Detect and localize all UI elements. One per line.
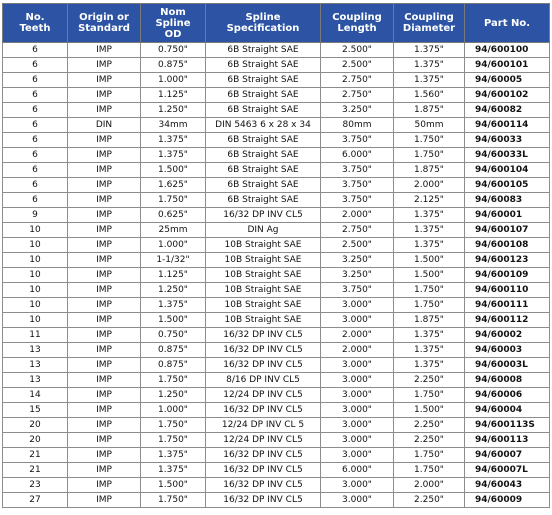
cell-spline-od: 1.125" bbox=[141, 88, 206, 103]
header-coupling-diameter: Coupling Diameter bbox=[394, 4, 465, 43]
cell-coupling-length: 3.750" bbox=[321, 283, 394, 298]
cell-spline-spec: 12/24 DP INV CL5 bbox=[206, 433, 321, 448]
cell-part-no: 94/60083 bbox=[465, 193, 550, 208]
cell-spline-spec: 10B Straight SAE bbox=[206, 268, 321, 283]
table-row bbox=[3, 238, 550, 253]
cell-no-teeth: 13 bbox=[3, 343, 68, 358]
cell-spline-od: 1.750" bbox=[141, 373, 206, 388]
cell-coupling-length: 6.000" bbox=[321, 148, 394, 163]
cell-no-teeth: 6 bbox=[3, 133, 68, 148]
cell-origin: IMP bbox=[68, 448, 141, 463]
cell-spline-od: 1.375" bbox=[141, 463, 206, 478]
cell-origin: IMP bbox=[68, 343, 141, 358]
cell-coupling-diameter: 2.250" bbox=[394, 418, 465, 433]
cell-part-no: 94/60008 bbox=[465, 373, 550, 388]
cell-no-teeth: 21 bbox=[3, 463, 68, 478]
header-no-teeth: No. Teeth bbox=[3, 4, 68, 43]
cell-coupling-length: 2.500" bbox=[321, 43, 394, 58]
cell-origin: IMP bbox=[68, 388, 141, 403]
cell-coupling-length: 3.000" bbox=[321, 448, 394, 463]
table-row bbox=[3, 298, 550, 313]
cell-part-no: 94/60005 bbox=[465, 73, 550, 88]
cell-no-teeth: 20 bbox=[3, 433, 68, 448]
table-row bbox=[3, 193, 550, 208]
table-row bbox=[3, 133, 550, 148]
cell-spline-spec: 16/32 DP INV CL5 bbox=[206, 328, 321, 343]
cell-no-teeth: 6 bbox=[3, 58, 68, 73]
cell-origin: IMP bbox=[68, 223, 141, 238]
cell-origin: DIN bbox=[68, 118, 141, 133]
cell-part-no: 94/60043 bbox=[465, 478, 550, 493]
cell-coupling-length: 2.000" bbox=[321, 328, 394, 343]
cell-no-teeth: 13 bbox=[3, 358, 68, 373]
cell-spline-od: 1.000" bbox=[141, 238, 206, 253]
cell-part-no: 94/600105 bbox=[465, 178, 550, 193]
table-row bbox=[3, 313, 550, 328]
cell-spline-od: 1.375" bbox=[141, 448, 206, 463]
cell-spline-od: 1.500" bbox=[141, 313, 206, 328]
cell-spline-spec: 6B Straight SAE bbox=[206, 178, 321, 193]
cell-spline-spec: 6B Straight SAE bbox=[206, 88, 321, 103]
cell-spline-od: 34mm bbox=[141, 118, 206, 133]
cell-coupling-length: 2.000" bbox=[321, 343, 394, 358]
cell-part-no: 94/600123 bbox=[465, 253, 550, 268]
cell-spline-od: 1.750" bbox=[141, 433, 206, 448]
table-row bbox=[3, 358, 550, 373]
cell-part-no: 94/600100 bbox=[465, 43, 550, 58]
table-header bbox=[3, 4, 550, 43]
header-origin-standard: Origin or Standard bbox=[68, 4, 141, 43]
cell-coupling-diameter: 50mm bbox=[394, 118, 465, 133]
cell-spline-spec: 10B Straight SAE bbox=[206, 298, 321, 313]
cell-spline-od: 25mm bbox=[141, 223, 206, 238]
cell-part-no: 94/60007L bbox=[465, 463, 550, 478]
table-row bbox=[3, 88, 550, 103]
cell-no-teeth: 6 bbox=[3, 88, 68, 103]
cell-coupling-length: 3.000" bbox=[321, 358, 394, 373]
cell-no-teeth: 6 bbox=[3, 118, 68, 133]
cell-coupling-length: 3.750" bbox=[321, 133, 394, 148]
cell-spline-od: 1.000" bbox=[141, 403, 206, 418]
cell-spline-od: 1-1/32" bbox=[141, 253, 206, 268]
table-row bbox=[3, 163, 550, 178]
cell-spline-spec: 6B Straight SAE bbox=[206, 133, 321, 148]
cell-spline-od: 0.625" bbox=[141, 208, 206, 223]
cell-origin: IMP bbox=[68, 103, 141, 118]
cell-spline-od: 1.375" bbox=[141, 133, 206, 148]
cell-coupling-diameter: 1.875" bbox=[394, 103, 465, 118]
cell-origin: IMP bbox=[68, 403, 141, 418]
cell-origin: IMP bbox=[68, 133, 141, 148]
cell-part-no: 94/60004 bbox=[465, 403, 550, 418]
cell-no-teeth: 27 bbox=[3, 493, 68, 508]
cell-part-no: 94/60006 bbox=[465, 388, 550, 403]
cell-no-teeth: 9 bbox=[3, 208, 68, 223]
cell-part-no: 94/600111 bbox=[465, 298, 550, 313]
cell-origin: IMP bbox=[68, 358, 141, 373]
cell-part-no: 94/600113 bbox=[465, 433, 550, 448]
cell-coupling-diameter: 1.875" bbox=[394, 313, 465, 328]
cell-no-teeth: 6 bbox=[3, 103, 68, 118]
cell-spline-spec: 16/32 DP INV CL5 bbox=[206, 208, 321, 223]
cell-origin: IMP bbox=[68, 253, 141, 268]
cell-part-no: 94/600109 bbox=[465, 268, 550, 283]
cell-spline-od: 1.500" bbox=[141, 478, 206, 493]
cell-spline-od: 0.875" bbox=[141, 358, 206, 373]
cell-no-teeth: 10 bbox=[3, 223, 68, 238]
cell-no-teeth: 10 bbox=[3, 283, 68, 298]
cell-no-teeth: 10 bbox=[3, 298, 68, 313]
cell-no-teeth: 23 bbox=[3, 478, 68, 493]
cell-part-no: 94/600107 bbox=[465, 223, 550, 238]
cell-coupling-diameter: 1.375" bbox=[394, 208, 465, 223]
cell-part-no: 94/600102 bbox=[465, 88, 550, 103]
cell-spline-od: 1.375" bbox=[141, 148, 206, 163]
table-row bbox=[3, 493, 550, 508]
cell-no-teeth: 6 bbox=[3, 148, 68, 163]
header-coupling-length: Coupling Length bbox=[321, 4, 394, 43]
cell-spline-od: 1.750" bbox=[141, 193, 206, 208]
table-row bbox=[3, 148, 550, 163]
cell-coupling-diameter: 1.560" bbox=[394, 88, 465, 103]
table-row bbox=[3, 223, 550, 238]
cell-coupling-length: 2.500" bbox=[321, 238, 394, 253]
cell-spline-spec: 6B Straight SAE bbox=[206, 148, 321, 163]
cell-part-no: 94/60082 bbox=[465, 103, 550, 118]
cell-spline-od: 0.875" bbox=[141, 58, 206, 73]
cell-origin: IMP bbox=[68, 148, 141, 163]
cell-no-teeth: 10 bbox=[3, 268, 68, 283]
table-row bbox=[3, 463, 550, 478]
cell-coupling-length: 2.750" bbox=[321, 73, 394, 88]
cell-part-no: 94/600114 bbox=[465, 118, 550, 133]
cell-coupling-diameter: 1.500" bbox=[394, 268, 465, 283]
cell-no-teeth: 10 bbox=[3, 253, 68, 268]
table-row bbox=[3, 58, 550, 73]
cell-origin: IMP bbox=[68, 43, 141, 58]
table-row bbox=[3, 253, 550, 268]
cell-no-teeth: 14 bbox=[3, 388, 68, 403]
cell-coupling-length: 3.000" bbox=[321, 493, 394, 508]
cell-coupling-length: 3.250" bbox=[321, 103, 394, 118]
cell-origin: IMP bbox=[68, 88, 141, 103]
table-row bbox=[3, 433, 550, 448]
table-row bbox=[3, 478, 550, 493]
cell-coupling-diameter: 1.750" bbox=[394, 298, 465, 313]
table-row bbox=[3, 208, 550, 223]
table-body bbox=[3, 43, 550, 508]
cell-part-no: 94/60001 bbox=[465, 208, 550, 223]
cell-spline-spec: 12/24 DP INV CL 5 bbox=[206, 418, 321, 433]
cell-coupling-length: 3.250" bbox=[321, 253, 394, 268]
cell-part-no: 94/60007 bbox=[465, 448, 550, 463]
cell-part-no: 94/60009 bbox=[465, 493, 550, 508]
cell-spline-spec: 16/32 DP INV CL5 bbox=[206, 493, 321, 508]
table-row bbox=[3, 388, 550, 403]
cell-spline-spec: 16/32 DP INV CL5 bbox=[206, 343, 321, 358]
cell-no-teeth: 13 bbox=[3, 373, 68, 388]
cell-spline-spec: 10B Straight SAE bbox=[206, 283, 321, 298]
cell-spline-spec: 6B Straight SAE bbox=[206, 73, 321, 88]
cell-coupling-diameter: 1.750" bbox=[394, 388, 465, 403]
cell-no-teeth: 6 bbox=[3, 193, 68, 208]
cell-spline-spec: 6B Straight SAE bbox=[206, 193, 321, 208]
cell-spline-spec: 16/32 DP INV CL5 bbox=[206, 448, 321, 463]
cell-origin: IMP bbox=[68, 298, 141, 313]
cell-spline-spec: 6B Straight SAE bbox=[206, 43, 321, 58]
cell-spline-spec: 16/32 DP INV CL5 bbox=[206, 478, 321, 493]
cell-origin: IMP bbox=[68, 463, 141, 478]
cell-spline-od: 1.250" bbox=[141, 103, 206, 118]
cell-coupling-diameter: 2.250" bbox=[394, 373, 465, 388]
cell-coupling-diameter: 1.375" bbox=[394, 43, 465, 58]
cell-coupling-diameter: 1.500" bbox=[394, 253, 465, 268]
header-part-no: Part No. bbox=[465, 4, 550, 43]
cell-spline-spec: 6B Straight SAE bbox=[206, 163, 321, 178]
cell-spline-spec: DIN Ag bbox=[206, 223, 321, 238]
cell-spline-spec: 10B Straight SAE bbox=[206, 313, 321, 328]
cell-no-teeth: 11 bbox=[3, 328, 68, 343]
cell-coupling-length: 3.000" bbox=[321, 433, 394, 448]
table-row bbox=[3, 43, 550, 58]
cell-no-teeth: 10 bbox=[3, 313, 68, 328]
cell-coupling-length: 3.000" bbox=[321, 298, 394, 313]
cell-origin: IMP bbox=[68, 163, 141, 178]
header-row bbox=[3, 4, 550, 43]
table-row bbox=[3, 448, 550, 463]
cell-coupling-length: 80mm bbox=[321, 118, 394, 133]
cell-spline-spec: 10B Straight SAE bbox=[206, 238, 321, 253]
table-row bbox=[3, 73, 550, 88]
cell-origin: IMP bbox=[68, 478, 141, 493]
cell-coupling-diameter: 1.375" bbox=[394, 73, 465, 88]
cell-coupling-diameter: 1.750" bbox=[394, 448, 465, 463]
cell-coupling-diameter: 2.125" bbox=[394, 193, 465, 208]
cell-origin: IMP bbox=[68, 58, 141, 73]
cell-coupling-length: 3.000" bbox=[321, 403, 394, 418]
table-row bbox=[3, 118, 550, 133]
cell-coupling-diameter: 1.375" bbox=[394, 328, 465, 343]
cell-origin: IMP bbox=[68, 208, 141, 223]
cell-spline-spec: DIN 5463 6 x 28 x 34 bbox=[206, 118, 321, 133]
cell-coupling-length: 2.500" bbox=[321, 58, 394, 73]
cell-part-no: 94/60003L bbox=[465, 358, 550, 373]
table-row bbox=[3, 283, 550, 298]
cell-coupling-diameter: 1.750" bbox=[394, 463, 465, 478]
cell-no-teeth: 6 bbox=[3, 43, 68, 58]
cell-part-no: 94/600112 bbox=[465, 313, 550, 328]
cell-part-no: 94/600101 bbox=[465, 58, 550, 73]
cell-coupling-diameter: 2.250" bbox=[394, 493, 465, 508]
cell-no-teeth: 6 bbox=[3, 163, 68, 178]
cell-coupling-diameter: 2.000" bbox=[394, 478, 465, 493]
cell-no-teeth: 10 bbox=[3, 238, 68, 253]
cell-origin: IMP bbox=[68, 268, 141, 283]
table-row bbox=[3, 418, 550, 433]
table-row bbox=[3, 403, 550, 418]
cell-coupling-diameter: 1.375" bbox=[394, 343, 465, 358]
table-row bbox=[3, 178, 550, 193]
cell-no-teeth: 6 bbox=[3, 178, 68, 193]
table-row bbox=[3, 343, 550, 358]
cell-origin: IMP bbox=[68, 283, 141, 298]
cell-part-no: 94/600104 bbox=[465, 163, 550, 178]
cell-spline-spec: 16/32 DP INV CL5 bbox=[206, 463, 321, 478]
table-row bbox=[3, 268, 550, 283]
cell-origin: IMP bbox=[68, 238, 141, 253]
header-spline-specification: Spline Specification bbox=[206, 4, 321, 43]
cell-spline-spec: 10B Straight SAE bbox=[206, 253, 321, 268]
cell-coupling-length: 3.000" bbox=[321, 418, 394, 433]
cell-spline-od: 1.000" bbox=[141, 73, 206, 88]
cell-origin: IMP bbox=[68, 418, 141, 433]
cell-spline-spec: 6B Straight SAE bbox=[206, 58, 321, 73]
cell-coupling-length: 2.000" bbox=[321, 208, 394, 223]
cell-spline-od: 1.125" bbox=[141, 268, 206, 283]
cell-part-no: 94/60033 bbox=[465, 133, 550, 148]
cell-coupling-length: 3.750" bbox=[321, 178, 394, 193]
cell-coupling-diameter: 1.375" bbox=[394, 58, 465, 73]
cell-coupling-length: 3.000" bbox=[321, 388, 394, 403]
cell-spline-od: 0.875" bbox=[141, 343, 206, 358]
cell-coupling-length: 6.000" bbox=[321, 463, 394, 478]
cell-coupling-length: 3.000" bbox=[321, 478, 394, 493]
cell-coupling-diameter: 1.375" bbox=[394, 238, 465, 253]
cell-no-teeth: 20 bbox=[3, 418, 68, 433]
cell-origin: IMP bbox=[68, 178, 141, 193]
cell-spline-od: 1.750" bbox=[141, 418, 206, 433]
cell-coupling-diameter: 2.000" bbox=[394, 178, 465, 193]
cell-coupling-diameter: 1.375" bbox=[394, 358, 465, 373]
table-row bbox=[3, 328, 550, 343]
cell-coupling-diameter: 1.750" bbox=[394, 133, 465, 148]
cell-spline-od: 1.750" bbox=[141, 493, 206, 508]
cell-spline-od: 1.500" bbox=[141, 163, 206, 178]
cell-spline-od: 0.750" bbox=[141, 43, 206, 58]
cell-no-teeth: 21 bbox=[3, 448, 68, 463]
cell-spline-spec: 12/24 DP INV CL5 bbox=[206, 388, 321, 403]
cell-no-teeth: 15 bbox=[3, 403, 68, 418]
cell-origin: IMP bbox=[68, 313, 141, 328]
header-nom-spline-od: Nom Spline OD bbox=[141, 4, 206, 43]
cell-coupling-length: 3.000" bbox=[321, 373, 394, 388]
cell-coupling-diameter: 1.500" bbox=[394, 403, 465, 418]
spline-coupling-table bbox=[2, 3, 550, 508]
cell-spline-od: 0.750" bbox=[141, 328, 206, 343]
cell-part-no: 94/60003 bbox=[465, 343, 550, 358]
cell-coupling-diameter: 1.750" bbox=[394, 148, 465, 163]
cell-part-no: 94/600108 bbox=[465, 238, 550, 253]
cell-origin: IMP bbox=[68, 373, 141, 388]
table-row bbox=[3, 103, 550, 118]
cell-spline-spec: 6B Straight SAE bbox=[206, 103, 321, 118]
table-row bbox=[3, 373, 550, 388]
cell-coupling-diameter: 1.750" bbox=[394, 283, 465, 298]
cell-origin: IMP bbox=[68, 328, 141, 343]
cell-spline-od: 1.625" bbox=[141, 178, 206, 193]
cell-origin: IMP bbox=[68, 73, 141, 88]
cell-part-no: 94/60033L bbox=[465, 148, 550, 163]
cell-part-no: 94/600110 bbox=[465, 283, 550, 298]
cell-origin: IMP bbox=[68, 193, 141, 208]
cell-no-teeth: 6 bbox=[3, 73, 68, 88]
cell-origin: IMP bbox=[68, 433, 141, 448]
cell-coupling-diameter: 1.875" bbox=[394, 163, 465, 178]
cell-coupling-diameter: 1.375" bbox=[394, 223, 465, 238]
cell-spline-spec: 16/32 DP INV CL5 bbox=[206, 403, 321, 418]
cell-coupling-length: 3.750" bbox=[321, 193, 394, 208]
cell-coupling-length: 3.000" bbox=[321, 313, 394, 328]
cell-coupling-length: 3.750" bbox=[321, 163, 394, 178]
cell-spline-od: 1.250" bbox=[141, 283, 206, 298]
cell-coupling-diameter: 2.250" bbox=[394, 433, 465, 448]
cell-spline-od: 1.375" bbox=[141, 298, 206, 313]
cell-part-no: 94/60002 bbox=[465, 328, 550, 343]
cell-spline-od: 1.250" bbox=[141, 388, 206, 403]
cell-spline-spec: 16/32 DP INV CL5 bbox=[206, 358, 321, 373]
cell-coupling-length: 2.750" bbox=[321, 223, 394, 238]
cell-part-no: 94/600113S bbox=[465, 418, 550, 433]
cell-spline-spec: 8/16 DP INV CL5 bbox=[206, 373, 321, 388]
cell-origin: IMP bbox=[68, 493, 141, 508]
cell-coupling-length: 3.250" bbox=[321, 268, 394, 283]
cell-coupling-length: 2.750" bbox=[321, 88, 394, 103]
